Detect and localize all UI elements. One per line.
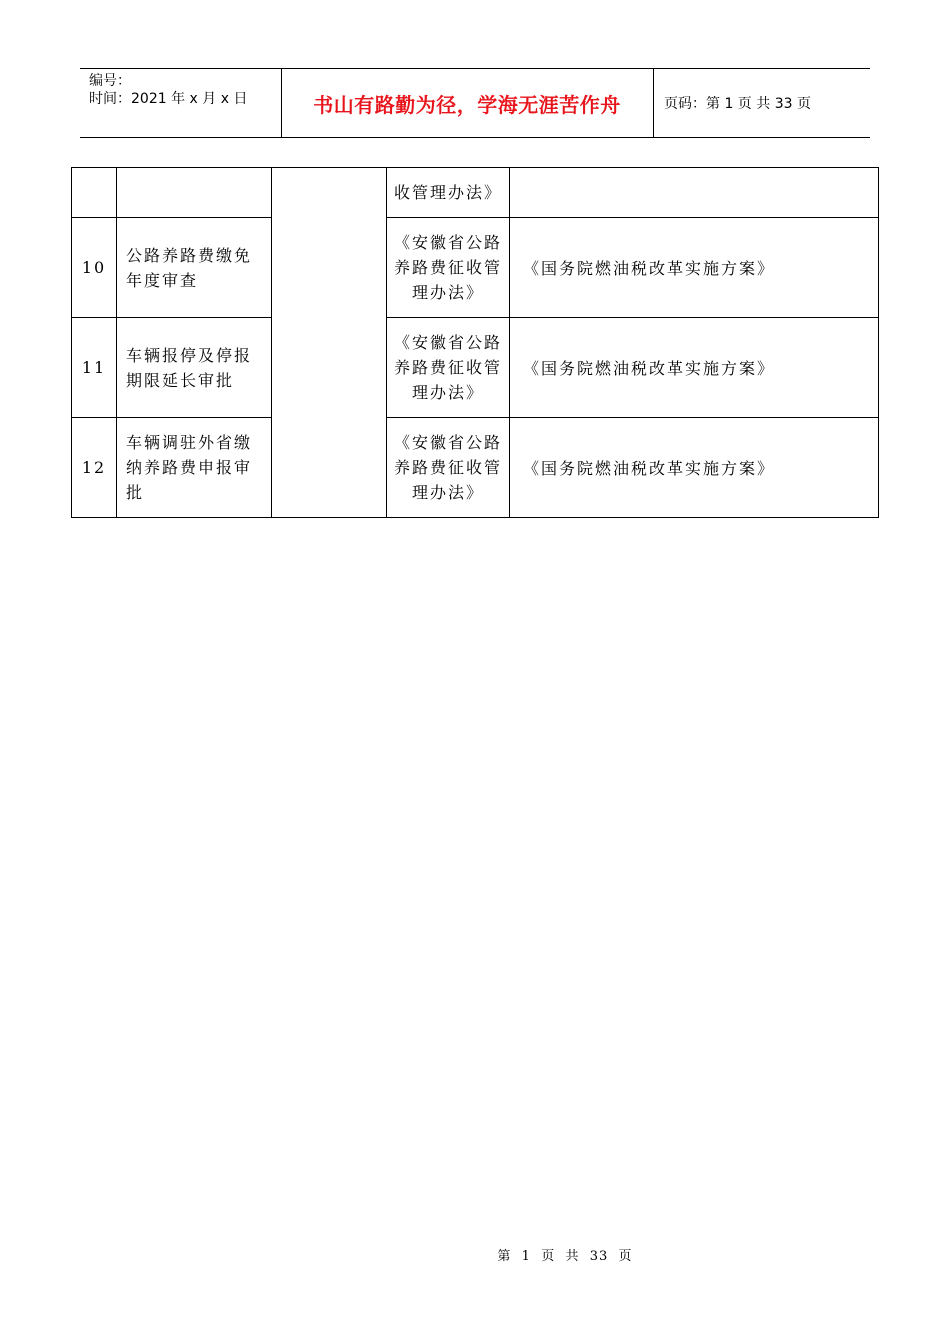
item-name: 车辆调驻外省缴纳养路费申报审批	[117, 418, 272, 518]
page-footer: 第 1 页 共 33 页	[497, 1249, 633, 1264]
header-meta-cell	[80, 69, 282, 137]
reference-document: 《国务院燃油税改革实施方案》	[510, 218, 879, 318]
row-number	[72, 168, 117, 218]
row-number: 10	[72, 218, 117, 318]
table-row	[72, 168, 879, 218]
document-date: 时间：2021 年 x 月 x 日	[89, 91, 248, 107]
header-motto-cell	[281, 69, 654, 137]
reference-document	[510, 168, 879, 218]
legal-basis: 《安徽省公路养路费征收管理办法》	[387, 218, 510, 318]
item-name: 公路养路费缴免年度审查	[117, 218, 272, 318]
header-page-info: 页码：第 1 页 共 33 页	[664, 96, 811, 112]
legal-basis: 《安徽省公路养路费征收管理办法》	[387, 318, 510, 418]
legal-basis: 《安徽省公路养路费征收管理办法》	[387, 418, 510, 518]
header-motto: 书山有路勤为径，学海无涯苦作舟	[313, 92, 621, 117]
legal-basis: 收管理办法》	[387, 168, 510, 218]
item-name: 车辆报停及停报期限延长审批	[117, 318, 272, 418]
table-row	[72, 318, 879, 418]
row-number: 12	[72, 418, 117, 518]
page-header	[80, 68, 870, 138]
approval-items-table	[71, 167, 879, 518]
document-number-label: 编号：	[89, 73, 131, 89]
item-name	[117, 168, 272, 218]
reference-document: 《国务院燃油税改革实施方案》	[510, 318, 879, 418]
row-number: 11	[72, 318, 117, 418]
reference-document: 《国务院燃油税改革实施方案》	[510, 418, 879, 518]
table-row	[72, 418, 879, 518]
table-row	[72, 218, 879, 318]
merged-empty-cell	[272, 168, 387, 518]
header-page-cell	[654, 69, 870, 137]
